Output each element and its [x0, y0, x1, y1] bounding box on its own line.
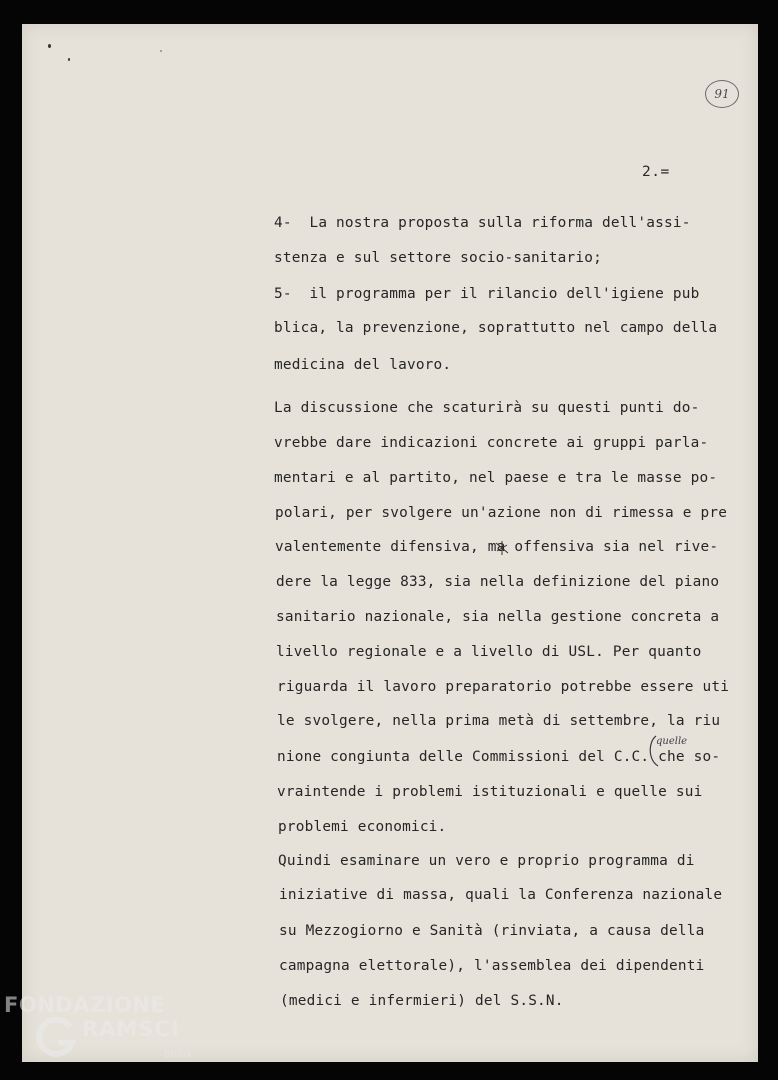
text-line: valentemente difensiva, ma offensiva sia nel rive- [275, 539, 719, 555]
page-number: 2.= [642, 164, 670, 180]
text-line: Quindi esaminare un vero e proprio programma di [278, 853, 695, 869]
text-line: (medici e infermieri) del S.S.N. [280, 993, 564, 1009]
paper-speck [160, 50, 162, 52]
text-line: stenza e sul settore socio-sanitario; [274, 250, 602, 266]
text-line: le svolgere, nella prima metà di settembre, la riu [277, 713, 721, 729]
paper-speck [68, 58, 70, 61]
text-line: iniziative di massa, quali la Conferenza nazionale [279, 887, 723, 903]
text-line: livello regionale e a livello di USL. Per quanto [276, 644, 702, 660]
watermark-logo [4, 993, 199, 1075]
paper-speck [48, 44, 51, 48]
archive-stamp-number: 91 [705, 80, 739, 108]
text-line: 5- il programma per il rilancio dell'igiene pub [274, 286, 700, 302]
text-line: La discussione che scaturirà su questi punti do- [274, 400, 700, 416]
handwritten-annotation [644, 730, 714, 770]
text-line: blica, la prevenzione, soprattutto nel campo della [274, 320, 718, 336]
document-page [22, 24, 758, 1062]
text-line: sanitario nazionale, sia nella gestione concreta a [276, 609, 720, 625]
text-line: polari, per svolgere un'azione non di rimessa e pre [275, 505, 728, 521]
watermark-line3: onlus [164, 1049, 191, 1060]
text-line: mentari e al partito, nel paese e tra le masse po- [274, 470, 718, 486]
text-line: dere la legge 833, sia nella definizione del piano [276, 574, 720, 590]
watermark-g-icon [34, 1015, 78, 1059]
watermark-line2: RAMSCI [82, 1017, 180, 1041]
text-line: medicina del lavoro. [274, 357, 452, 373]
text-line: vraintende i problemi istituzionali e quelle sui [277, 784, 703, 800]
text-line: campagna elettorale), l'assemblea dei dipendenti [279, 958, 705, 974]
handwritten-word: quelle [656, 736, 688, 747]
handwritten-correction [494, 539, 510, 557]
text-line: problemi economici. [278, 819, 447, 835]
text-line: su Mezzogiorno e Sanità (rinviata, a causa della [279, 923, 705, 939]
text-line: vrebbe dare indicazioni concrete ai gruppi parla- [274, 435, 709, 451]
text-line: nione congiunta delle Commissioni del C.C. che so- [277, 749, 721, 765]
watermark-line1: FONDAZIONE [4, 993, 166, 1017]
text-line: 4- La nostra proposta sulla riforma dell'assi- [274, 215, 691, 231]
text-line: riguarda il lavoro preparatorio potrebbe essere uti [277, 679, 730, 695]
